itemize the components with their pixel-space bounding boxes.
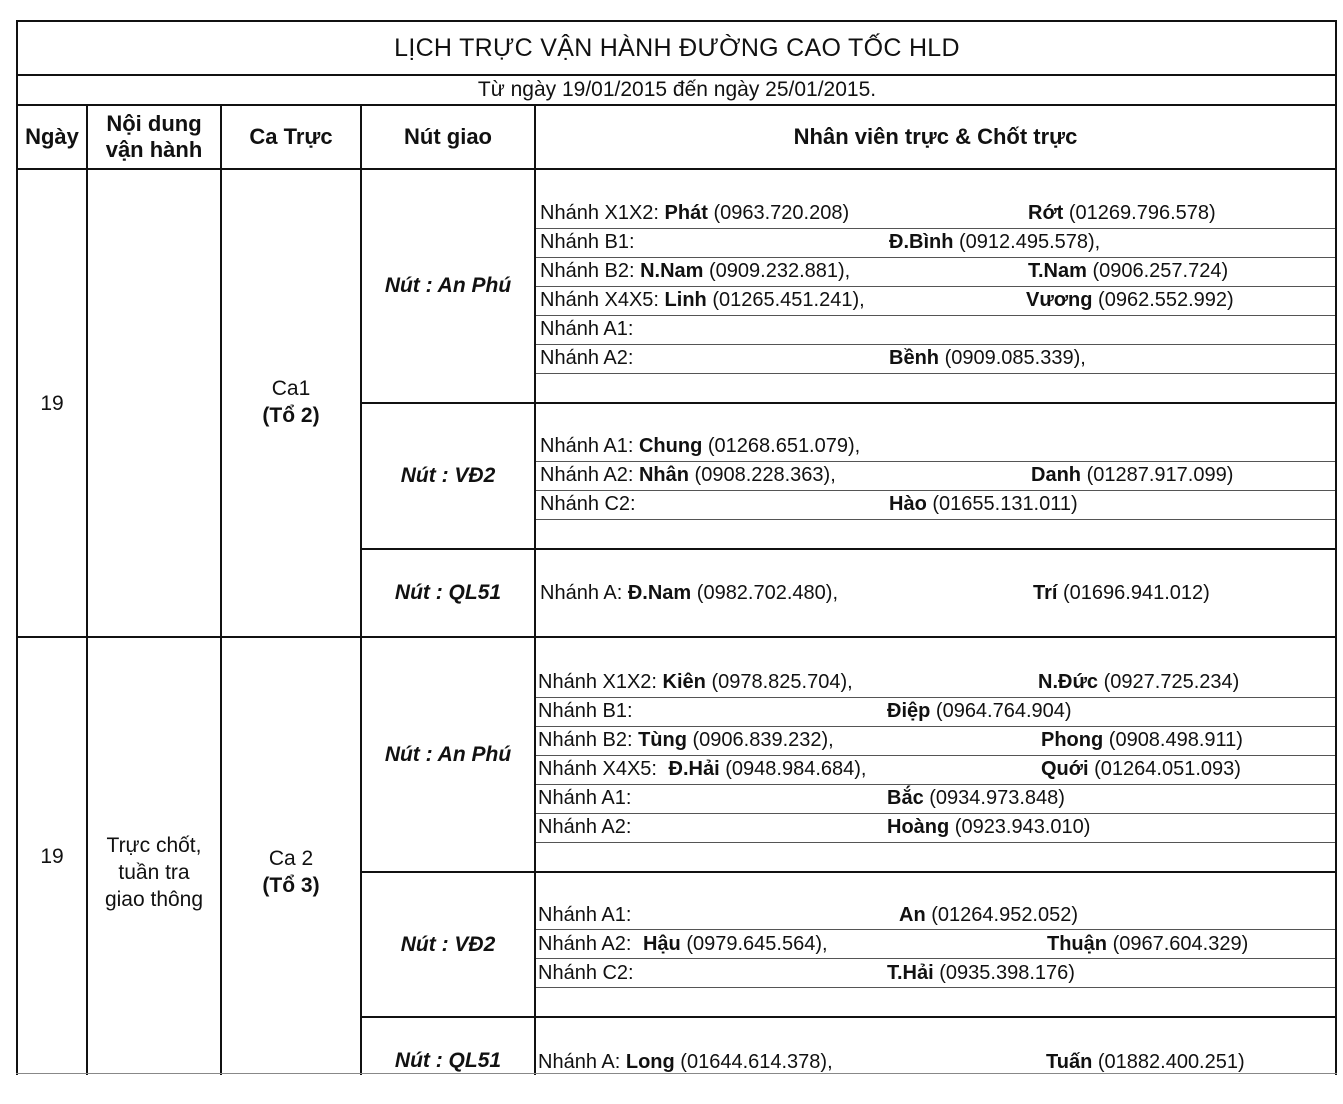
branch-label: Nhánh A1: (538, 904, 632, 926)
node-vd2: Nút : VĐ2 (400, 464, 496, 487)
staff-name: Long (625, 1051, 675, 1073)
day-cell: 19 (40, 845, 64, 868)
staff-name: Bắc (887, 787, 924, 809)
staff-phone: (0909.232.881), (709, 260, 851, 282)
staff-row (538, 697, 1072, 725)
staff-phone: (01287.917.099) (1086, 464, 1234, 486)
branch-label: Nhánh X1X2: (540, 202, 659, 224)
staff-name: Hậu (642, 933, 681, 955)
branch-label: Nhánh A2: (538, 933, 632, 955)
staff-name: Linh (664, 289, 707, 311)
staff-phone: (0906.839.232), (692, 729, 834, 751)
branch-label: Nhánh X4X5: (540, 289, 659, 311)
staff-row (540, 461, 1234, 489)
staff-name: Đ.Bình (889, 231, 954, 253)
branch-label: Nhánh A1: (540, 435, 634, 457)
staff-phone: (0908.228.363), (694, 464, 836, 486)
staff-phone: (01268.651.079), (707, 435, 861, 457)
staff-phone: (01269.796.578) (1068, 202, 1216, 224)
branch-label: Nhánh C2: (538, 962, 634, 984)
task-line: tuần tra (118, 860, 190, 884)
shift-cell (222, 840, 360, 904)
staff-name: Đ.Hải (668, 758, 720, 780)
staff-row (538, 959, 1075, 987)
header-noi-dung (88, 106, 220, 168)
staff-row (540, 344, 1086, 372)
node-ql51: Nút : QL51 (394, 581, 502, 604)
staff-name: Đ.Nam (627, 582, 692, 604)
staff-name: Quới (1041, 758, 1089, 780)
branch-label: Nhánh A: (538, 1051, 621, 1073)
staff-name: Hoàng (887, 816, 950, 838)
branch-label: Nhánh B1: (540, 231, 635, 253)
staff-row (538, 668, 1240, 696)
staff-name: Danh (1031, 464, 1081, 486)
staff-name: Rớt (1028, 202, 1064, 224)
branch-label: Nhánh A1: (540, 318, 634, 340)
staff-name: T.Nam (1028, 260, 1087, 282)
shift-label: Ca 2 (268, 847, 314, 870)
staff-row (538, 901, 1079, 929)
branch-label: Nhánh B2: (538, 729, 633, 751)
staff-phone: (0982.702.480), (696, 582, 839, 604)
branch-label: Nhánh A1: (538, 787, 632, 809)
header-nhan-vien: Nhân viên trực & Chốt trực (793, 124, 1078, 149)
node-an-phu: Nút : An Phú (384, 274, 512, 297)
staff-row (538, 930, 1249, 958)
staff-name: Kiên (662, 671, 706, 693)
staff-name: Tùng (638, 729, 687, 751)
staff-phone: (0963.720.208) (713, 202, 850, 224)
shift-label: Ca1 (271, 377, 311, 400)
staff-name: Tuấn (1046, 1051, 1093, 1073)
team-label: (Tổ 2) (262, 404, 320, 427)
staff-name: N.Nam (640, 260, 704, 282)
staff-phone: (0948.984.684), (725, 758, 867, 780)
header-ngay: Ngày (25, 124, 79, 149)
staff-phone: (0906.257.724) (1092, 260, 1229, 282)
staff-row (538, 755, 1241, 783)
staff-name: Phát (664, 202, 708, 224)
staff-name: Vương (1026, 289, 1093, 311)
staff-phone: (0964.764.904) (935, 700, 1072, 722)
staff-row (538, 726, 1243, 754)
staff-phone: (0908.498.911) (1108, 729, 1243, 751)
staff-row (540, 432, 860, 460)
staff-name: Hào (889, 493, 927, 515)
staff-phone: (0978.825.704), (711, 671, 853, 693)
shift-cell (222, 370, 360, 434)
branch-label: Nhánh A2: (540, 347, 634, 369)
staff-row (540, 490, 1078, 518)
staff-phone: (01696.941.012) (1063, 582, 1210, 604)
node-an-phu: Nút : An Phú (384, 742, 512, 766)
staff-phone: (0927.725.234) (1103, 671, 1240, 693)
task-line: giao thông (104, 887, 204, 911)
staff-name: Thuận (1047, 933, 1107, 955)
staff-phone: (01655.131.011) (932, 493, 1078, 515)
node-ql51: Nút : QL51 (394, 1049, 502, 1072)
branch-label: Nhánh A2: (538, 816, 632, 838)
staff-phone: (0935.398.176) (939, 962, 1075, 984)
staff-phone: (0967.604.329) (1112, 933, 1249, 955)
branch-label: Nhánh B1: (538, 700, 633, 722)
staff-row (538, 813, 1091, 841)
branch-label: Nhánh A2: (540, 464, 634, 486)
day-cell: 19 (40, 391, 64, 415)
staff-name: Nhân (638, 464, 689, 486)
branch-label: Nhánh A: (540, 582, 623, 604)
staff-row (540, 315, 633, 343)
staff-name: Bềnh (889, 347, 939, 369)
staff-phone: (0909.085.339), (944, 347, 1086, 369)
staff-phone: (0979.645.564), (686, 933, 828, 955)
header-noi-dung-line2: vận hành (105, 137, 203, 162)
staff-name: N.Đức (1038, 671, 1099, 693)
staff-row (540, 228, 1101, 256)
staff-name: Chung (638, 435, 703, 457)
header-nut-giao: Nút giao (404, 124, 492, 149)
staff-row (540, 199, 1216, 227)
page-title: LỊCH TRỰC VẬN HÀNH ĐƯỜNG CAO TỐC HLD (394, 34, 960, 62)
staff-name: T.Hải (887, 962, 934, 984)
staff-name: Trí (1033, 582, 1058, 604)
staff-phone: (01265.451.241), (712, 289, 865, 311)
team-label: (Tổ 3) (262, 874, 320, 897)
staff-phone: (0923.943.010) (954, 816, 1091, 838)
node-vd2: Nút : VĐ2 (400, 932, 496, 956)
staff-phone: (0934.973.848) (929, 787, 1065, 809)
staff-row (540, 257, 1229, 285)
date-range: Từ ngày 19/01/2015 đến ngày 25/01/2015. (477, 78, 877, 101)
staff-phone: (01644.614.378), (680, 1051, 833, 1073)
branch-label: Nhánh C2: (540, 493, 636, 515)
header-ca-truc: Ca Trực (249, 124, 333, 149)
staff-phone: (01882.400.251) (1097, 1051, 1245, 1073)
staff-phone: (01264.952.052) (931, 904, 1079, 926)
task-line: Trực chốt, (106, 833, 202, 857)
staff-row (538, 784, 1065, 812)
header-noi-dung-line1: Nội dung (106, 111, 202, 136)
staff-phone: (01264.051.093) (1094, 758, 1241, 780)
staff-phone: (0962.552.992) (1098, 289, 1234, 311)
branch-label: Nhánh B2: (540, 260, 635, 282)
staff-row (540, 579, 1210, 607)
staff-name: An (899, 904, 926, 926)
branch-label: Nhánh X1X2: (538, 671, 657, 693)
staff-row (538, 1048, 1245, 1076)
branch-label: Nhánh X4X5: (538, 758, 657, 780)
staff-name: Phong (1041, 729, 1104, 751)
staff-phone: (0912.495.578), (959, 231, 1101, 253)
staff-row (540, 286, 1234, 314)
task-cell (88, 830, 220, 914)
staff-name: Điệp (887, 700, 931, 722)
